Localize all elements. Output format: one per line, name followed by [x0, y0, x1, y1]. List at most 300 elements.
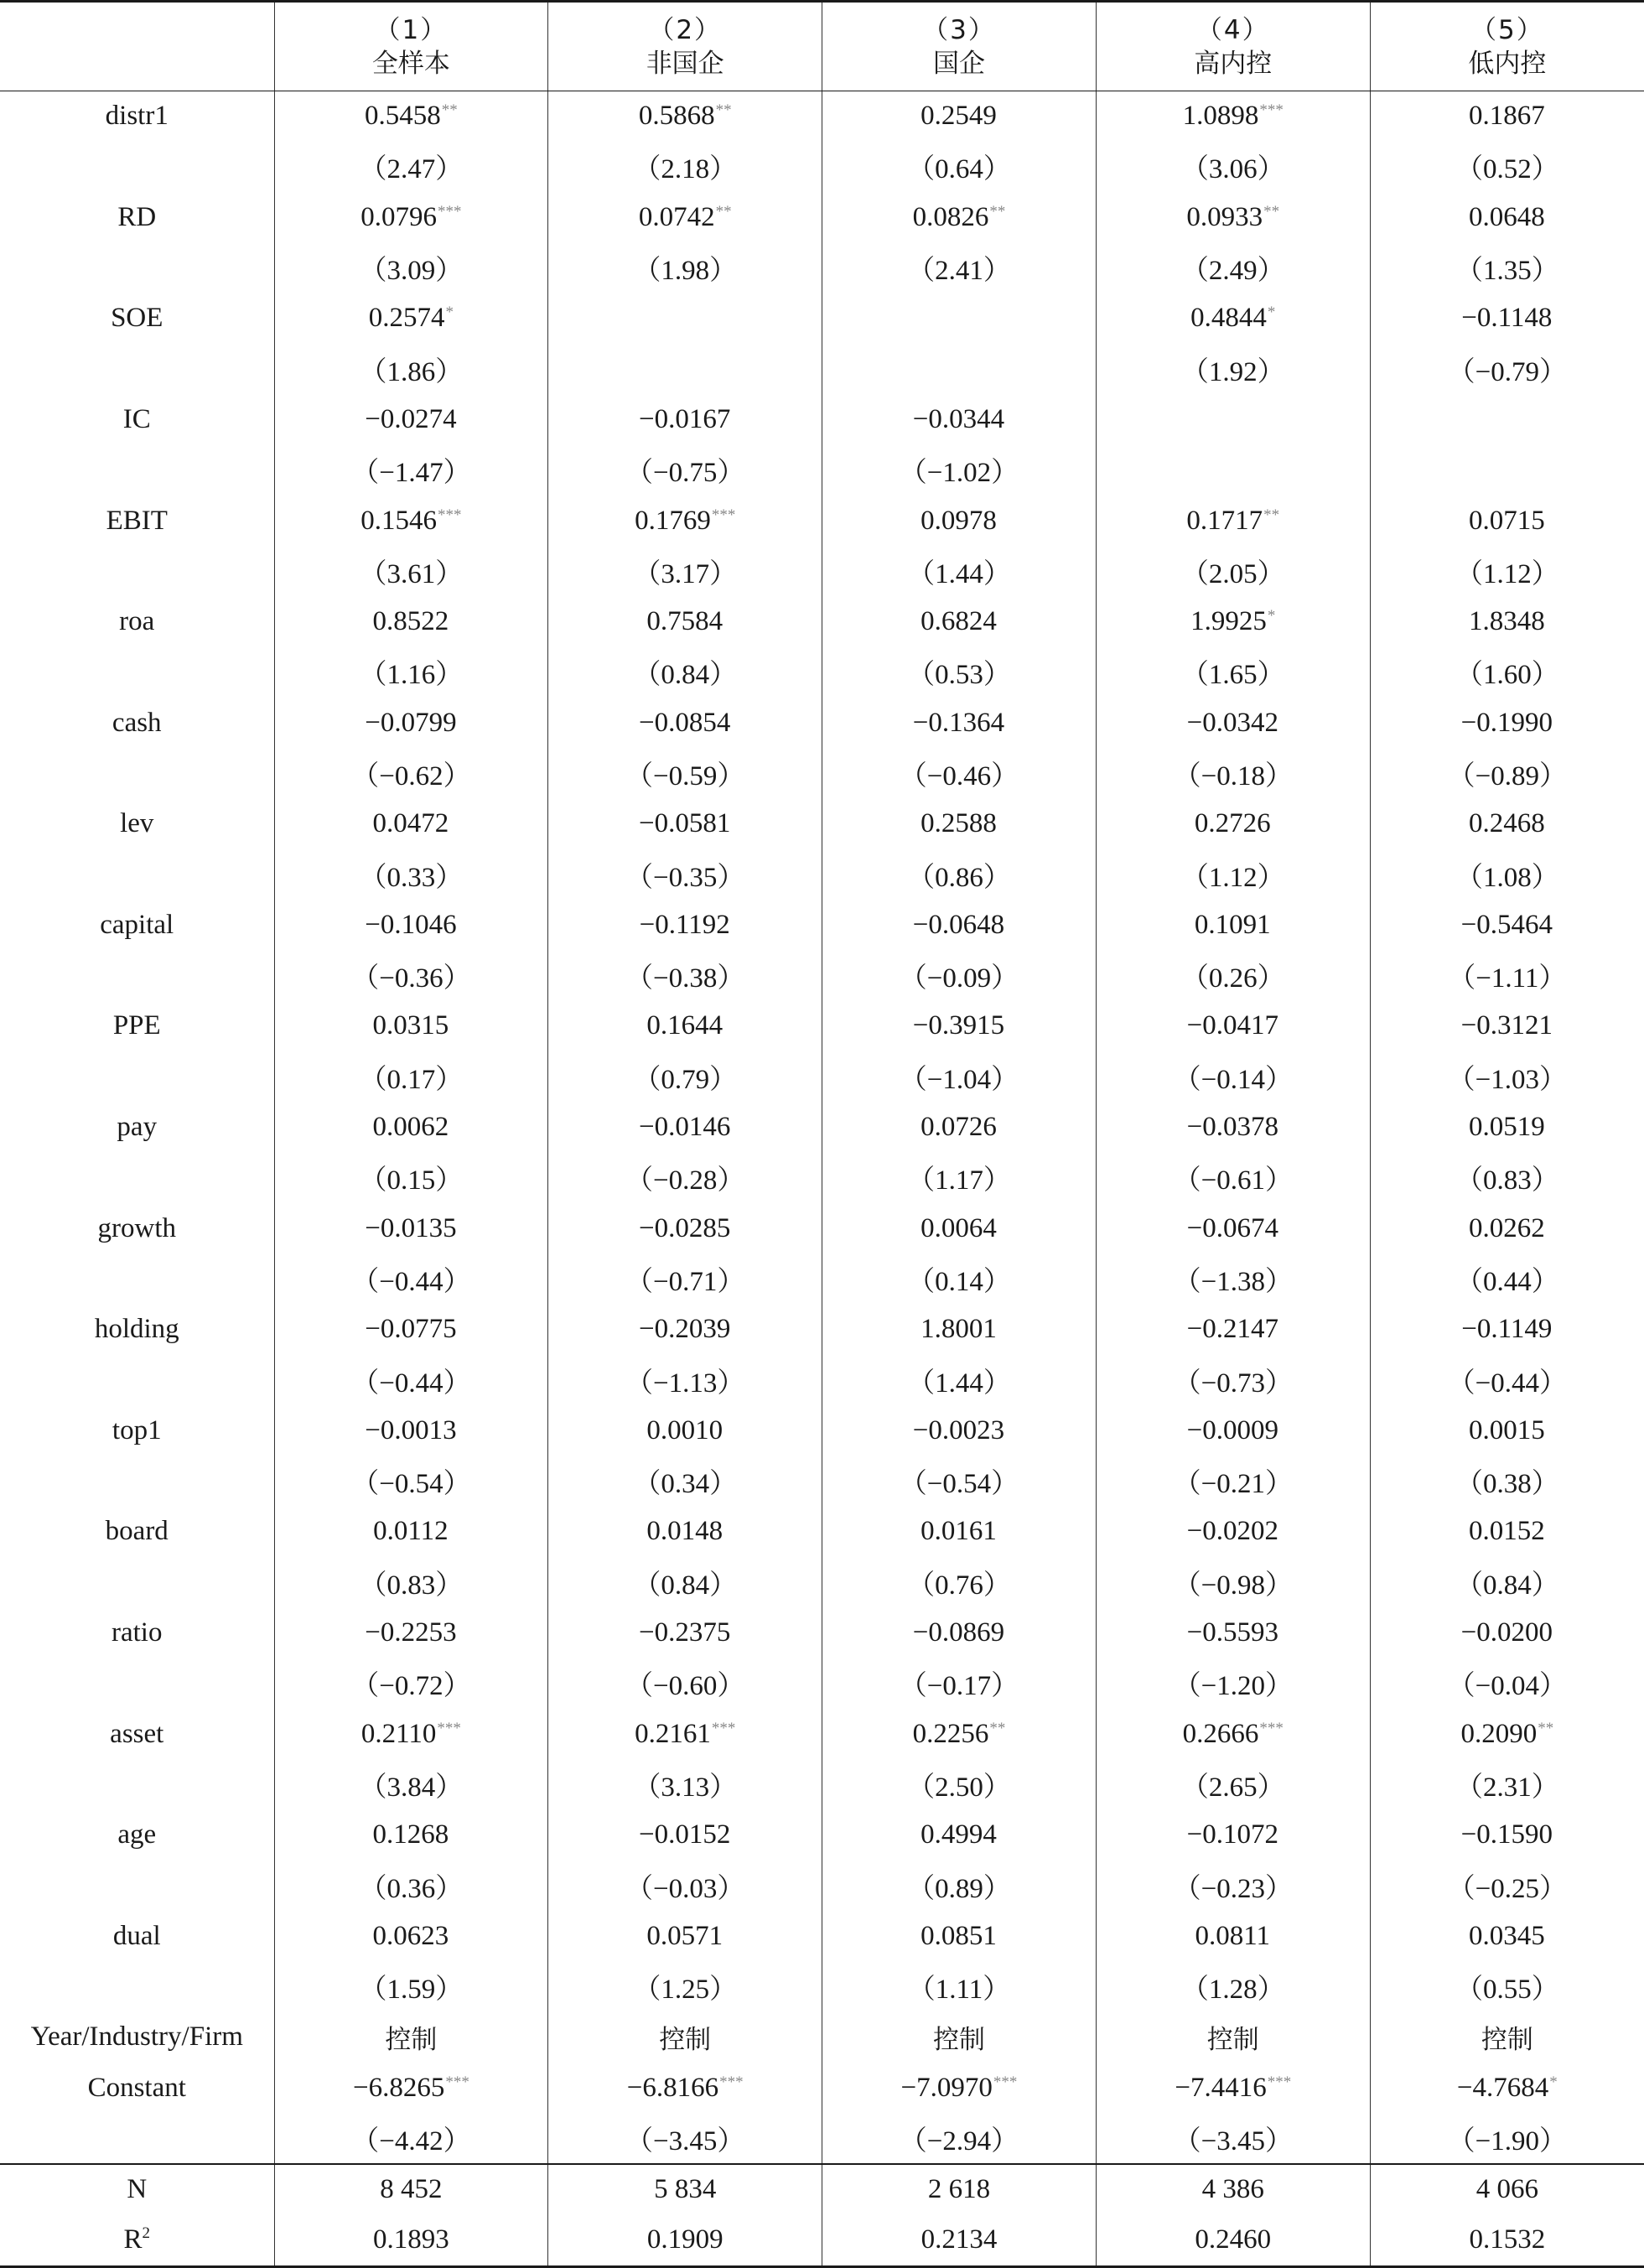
- coefficient-value: −0.1046: [365, 909, 457, 940]
- t-stat-cell: [274, 1759, 548, 1809]
- t-stat-cell: [1096, 546, 1370, 596]
- t-stat-cell: [822, 344, 1097, 394]
- t-stat-value: （1.59）: [359, 1975, 464, 2006]
- coefficient-cell: [1370, 799, 1644, 849]
- table-row: [0, 394, 1644, 444]
- t-stat-value: （1.12）: [1180, 862, 1285, 893]
- t-stat-cell: [548, 1759, 822, 1809]
- coefficient-cell: [548, 192, 822, 242]
- t-stat-cell: [274, 647, 548, 698]
- t-stat-cell: [274, 242, 548, 293]
- column-header: [274, 2, 548, 91]
- significance-stars: ***: [719, 2073, 744, 2091]
- t-stat-cell: [822, 647, 1097, 698]
- coefficient-cell: [822, 91, 1097, 142]
- coefficient-value: 0.0010: [646, 1414, 723, 1445]
- t-stat-cell: [1096, 142, 1370, 192]
- coefficient-cell: [548, 1607, 822, 1658]
- t-stat-cell: [548, 546, 822, 596]
- variable-name: holding: [94, 1314, 179, 1345]
- coefficient-cell: [548, 799, 822, 849]
- empty-label-cell: [0, 242, 274, 293]
- t-stat-value: （0.84）: [1455, 1570, 1559, 1601]
- significance-stars: *: [1549, 2073, 1558, 2091]
- t-stat-cell: [1370, 344, 1644, 394]
- table-row: [0, 1102, 1644, 1152]
- table-row: [0, 1607, 1644, 1658]
- t-stat-cell: [1096, 1253, 1370, 1304]
- r-squared-value: 0.2134: [921, 2224, 998, 2255]
- t-stat-cell: [548, 1253, 822, 1304]
- coefficient-cell: [1096, 496, 1370, 546]
- coefficient-value: 0.0811: [1195, 1920, 1271, 1951]
- coefficient-cell: [1096, 2063, 1370, 2113]
- t-stat-value: （−4.42）: [351, 2125, 471, 2156]
- t-stat-cell: [822, 1051, 1097, 1102]
- t-stat-value: （0.15）: [359, 1165, 464, 1196]
- empty-label-cell: [0, 445, 274, 496]
- t-stat-value: （−0.03）: [625, 1873, 745, 1904]
- coefficient-value: 0.1769: [635, 505, 711, 536]
- coefficient-value: 0.1867: [1468, 101, 1545, 132]
- coefficient-value: −0.0342: [1186, 707, 1278, 738]
- coefficient-cell: [1096, 1405, 1370, 1456]
- coefficient-cell: [1370, 900, 1644, 950]
- variable-name: SOE: [111, 303, 163, 334]
- coefficient-value: 0.5868: [638, 101, 715, 132]
- coefficient-cell: [1096, 1911, 1370, 1961]
- significance-stars: ***: [1259, 101, 1284, 120]
- t-stat-value: （−0.44）: [1447, 1368, 1568, 1399]
- column-number: （4）: [1195, 14, 1270, 45]
- t-stat-value: （−1.02）: [899, 458, 1019, 489]
- coefficient-cell: [548, 1001, 822, 1051]
- t-stat-cell: [274, 2113, 548, 2163]
- significance-stars: **: [1538, 1719, 1554, 1737]
- t-stat-value: （0.17）: [359, 1064, 464, 1095]
- t-stat-value: （1.25）: [633, 1975, 738, 2006]
- significance-stars: ***: [993, 2073, 1018, 2091]
- controls-cell: [274, 2012, 548, 2063]
- coefficient-value: 0.2256: [912, 1718, 989, 1749]
- table-row: [0, 1557, 1644, 1607]
- significance-stars: *: [1267, 607, 1276, 625]
- coefficient-value: −4.7684: [1456, 2072, 1549, 2103]
- empty-label-cell: [0, 1961, 274, 2011]
- t-stat-value: （3.13）: [633, 1772, 738, 1803]
- coefficient-value: −0.1192: [639, 909, 730, 940]
- coefficient-value: −6.8166: [626, 2072, 719, 2103]
- t-stat-value: （−0.17）: [899, 1671, 1019, 1702]
- coefficient-cell: [274, 2063, 548, 2113]
- t-stat-cell: [1096, 1759, 1370, 1809]
- column-name: 国企: [932, 48, 985, 79]
- t-stat-cell: [822, 748, 1097, 798]
- coefficient-cell: [1096, 1203, 1370, 1253]
- t-stat-cell: [548, 647, 822, 698]
- coefficient-value: −0.5593: [1186, 1617, 1278, 1648]
- t-stat-value: （0.64）: [907, 154, 1011, 185]
- t-stat-cell: [822, 242, 1097, 293]
- t-stat-cell: [1370, 1456, 1644, 1507]
- variable-name: Constant: [87, 2072, 186, 2103]
- coefficient-cell: [1370, 293, 1644, 344]
- t-stat-cell: [1370, 445, 1644, 496]
- table-row: [0, 1961, 1644, 2011]
- t-stat-value: （0.52）: [1455, 154, 1559, 185]
- t-stat-value: （1.60）: [1455, 660, 1559, 691]
- table-row: [0, 1153, 1644, 1203]
- coefficient-value: 0.0571: [646, 1920, 723, 1951]
- t-stat-cell: [274, 1557, 548, 1607]
- coefficient-value: 0.0062: [372, 1112, 449, 1143]
- controls-value: 控制: [1481, 2025, 1533, 2056]
- table-row: [0, 192, 1644, 242]
- t-stat-cell: [1096, 344, 1370, 394]
- table-row: [0, 900, 1644, 950]
- significance-stars: ***: [1259, 1719, 1284, 1737]
- variable-name: top1: [112, 1414, 162, 1445]
- coefficient-cell: [1096, 1709, 1370, 1759]
- observations-cell: [274, 2164, 548, 2215]
- coefficient-cell: [274, 900, 548, 950]
- empty-label-cell: [0, 2113, 274, 2163]
- coefficient-cell: [548, 1102, 822, 1152]
- coefficient-value: 0.0315: [372, 1010, 449, 1041]
- column-header: [548, 2, 822, 91]
- t-stat-cell: [548, 344, 822, 394]
- coefficient-value: −0.5464: [1460, 909, 1553, 940]
- coefficient-cell: [1370, 496, 1644, 546]
- coefficient-cell: [548, 1405, 822, 1456]
- t-stat-value: （0.53）: [907, 660, 1011, 691]
- coefficient-value: −0.0417: [1186, 1010, 1278, 1041]
- t-stat-cell: [822, 1355, 1097, 1405]
- coefficient-value: 1.9925: [1190, 606, 1267, 637]
- significance-stars: ***: [1267, 2073, 1292, 2091]
- variable-name: pay: [117, 1112, 158, 1143]
- coefficient-cell: [1096, 1607, 1370, 1658]
- controls-value: 控制: [385, 2025, 438, 2056]
- coefficient-cell: [274, 91, 548, 142]
- controls-cell: [822, 2012, 1097, 2063]
- observations-cell: [822, 2164, 1097, 2215]
- variable-name-cell: [0, 293, 274, 344]
- t-stat-cell: [822, 1961, 1097, 2011]
- r-squared-cell: [274, 2215, 548, 2267]
- coefficient-cell: [822, 1911, 1097, 1961]
- t-stat-value: （−0.54）: [899, 1469, 1019, 1500]
- coefficient-value: −0.0274: [365, 403, 457, 434]
- coefficient-value: −0.0285: [639, 1212, 731, 1243]
- coefficient-cell: [1370, 1305, 1644, 1355]
- coefficient-cell: [1096, 1001, 1370, 1051]
- observations-cell: [548, 2164, 822, 2215]
- t-stat-cell: [274, 546, 548, 596]
- t-stat-value: （1.86）: [359, 356, 464, 387]
- significance-stars: **: [1263, 506, 1280, 524]
- empty-label-cell: [0, 951, 274, 1001]
- coefficient-cell: [274, 1507, 548, 1557]
- coefficient-cell: [1370, 1001, 1644, 1051]
- t-stat-value: （−1.04）: [899, 1064, 1019, 1095]
- coefficient-value: 0.0796: [360, 201, 438, 232]
- r-squared-cell: [822, 2215, 1097, 2267]
- t-stat-value: （−0.54）: [351, 1469, 471, 1500]
- t-stat-value: （0.34）: [633, 1469, 738, 1500]
- table-row: [0, 91, 1644, 142]
- t-stat-value: （−0.60）: [625, 1671, 745, 1702]
- coefficient-cell: [548, 1810, 822, 1861]
- t-stat-cell: [1096, 1153, 1370, 1203]
- coefficient-cell: [1370, 1405, 1644, 1456]
- coefficient-cell: [548, 394, 822, 444]
- significance-stars: **: [715, 202, 732, 221]
- t-stat-cell: [1370, 242, 1644, 293]
- coefficient-cell: [1096, 192, 1370, 242]
- significance-stars: **: [715, 101, 732, 120]
- t-stat-cell: [1370, 1961, 1644, 2011]
- t-stat-cell: [1096, 748, 1370, 798]
- t-stat-value: （−0.35）: [625, 862, 745, 893]
- coefficient-value: 0.0345: [1468, 1920, 1545, 1951]
- variable-name-cell: [0, 596, 274, 646]
- t-stat-cell: [548, 748, 822, 798]
- t-stat-cell: [822, 1153, 1097, 1203]
- t-stat-value: （3.09）: [359, 256, 464, 287]
- t-stat-cell: [822, 2113, 1097, 2163]
- empty-label-cell: [0, 546, 274, 596]
- column-number: （2）: [648, 14, 723, 45]
- t-stat-cell: [822, 951, 1097, 1001]
- table-row: [0, 142, 1644, 192]
- variable-name: growth: [97, 1212, 176, 1243]
- t-stat-value: （1.12）: [1455, 558, 1559, 589]
- controls-row: [0, 2012, 1644, 2063]
- t-stat-cell: [1096, 951, 1370, 1001]
- coefficient-value: −7.0970: [900, 2072, 993, 2103]
- coefficient-cell: [548, 698, 822, 748]
- variable-name: distr1: [105, 101, 169, 132]
- coefficient-cell: [548, 900, 822, 950]
- coefficient-cell: [274, 293, 548, 344]
- table-row: [0, 242, 1644, 293]
- significance-stars: ***: [438, 202, 462, 221]
- t-stat-cell: [548, 1861, 822, 1911]
- coefficient-value: 0.5458: [365, 101, 441, 132]
- significance-stars: ***: [711, 1719, 736, 1737]
- t-stat-value: （1.98）: [633, 256, 738, 287]
- r-squared-row: [0, 2215, 1644, 2267]
- t-stat-cell: [1370, 1355, 1644, 1405]
- r-squared-value: 0.1909: [646, 2224, 723, 2255]
- t-stat-cell: [548, 1456, 822, 1507]
- coefficient-cell: [822, 2063, 1097, 2113]
- t-stat-value: （2.47）: [359, 154, 464, 185]
- coefficient-value: 0.0148: [646, 1516, 723, 1547]
- coefficient-value: −0.0648: [912, 909, 1005, 940]
- t-stat-cell: [274, 1861, 548, 1911]
- t-stat-cell: [1370, 1153, 1644, 1203]
- empty-label-cell: [0, 1759, 274, 1809]
- significance-stars: ***: [437, 1719, 461, 1737]
- coefficient-cell: [822, 192, 1097, 242]
- variable-name-cell: [0, 192, 274, 242]
- table-row: [0, 1759, 1644, 1809]
- r-squared-value: 0.1893: [373, 2224, 449, 2255]
- significance-stars: **: [989, 202, 1006, 221]
- t-stat-cell: [274, 445, 548, 496]
- r-squared-value: 0.2460: [1195, 2224, 1272, 2255]
- table-row: [0, 1355, 1644, 1405]
- coefficient-cell: [1370, 91, 1644, 142]
- column-number: （3）: [922, 14, 996, 45]
- t-stat-value: （0.36）: [359, 1873, 464, 1904]
- t-stat-cell: [548, 142, 822, 192]
- table-row: [0, 1001, 1644, 1051]
- variable-name: PPE: [112, 1010, 161, 1041]
- t-stat-value: （1.44）: [907, 558, 1011, 589]
- coefficient-value: −0.1364: [912, 707, 1005, 738]
- coefficient-value: 0.0742: [638, 201, 715, 232]
- t-stat-value: （−1.13）: [625, 1368, 745, 1399]
- table-row: [0, 647, 1644, 698]
- coefficient-cell: [1370, 1911, 1644, 1961]
- empty-label-cell: [0, 1153, 274, 1203]
- variable-name-cell: [0, 1607, 274, 1658]
- significance-stars: *: [1267, 304, 1276, 322]
- empty-label-cell: [0, 1355, 274, 1405]
- coefficient-cell: [822, 293, 1097, 344]
- t-stat-value: （−0.44）: [351, 1368, 471, 1399]
- t-stat-value: （1.16）: [359, 660, 464, 691]
- coefficient-value: −0.2375: [639, 1617, 731, 1648]
- table-row: [0, 596, 1644, 646]
- t-stat-cell: [274, 951, 548, 1001]
- table-row: [0, 445, 1644, 496]
- t-stat-cell: [1370, 1759, 1644, 1809]
- coefficient-value: −0.2039: [639, 1314, 731, 1345]
- t-stat-value: （1.44）: [907, 1368, 1011, 1399]
- t-stat-value: （1.17）: [907, 1165, 1011, 1196]
- r-squared-cell: [1096, 2215, 1370, 2267]
- t-stat-cell: [274, 1253, 548, 1304]
- t-stat-value: （1.28）: [1180, 1975, 1285, 2006]
- t-stat-value: （2.31）: [1455, 1772, 1559, 1803]
- coefficient-value: 0.0933: [1186, 201, 1263, 232]
- t-stat-value: （2.50）: [907, 1772, 1011, 1803]
- t-stat-value: （−0.73）: [1173, 1368, 1293, 1399]
- variable-name: age: [117, 1819, 157, 1850]
- table-row: [0, 1658, 1644, 1709]
- coefficient-value: −0.0799: [365, 707, 457, 738]
- t-stat-cell: [1370, 1253, 1644, 1304]
- t-stat-value: （2.65）: [1180, 1772, 1285, 1803]
- coefficient-cell: [548, 2063, 822, 2113]
- coefficient-cell: [1096, 1810, 1370, 1861]
- table-row: [0, 1861, 1644, 1911]
- coefficient-value: −0.0200: [1460, 1617, 1553, 1648]
- t-stat-cell: [1370, 1658, 1644, 1709]
- coefficient-cell: [822, 1305, 1097, 1355]
- variable-name-cell: [0, 799, 274, 849]
- coefficient-cell: [822, 1001, 1097, 1051]
- coefficient-cell: [548, 1709, 822, 1759]
- t-stat-value: （3.84）: [359, 1772, 464, 1803]
- table-row: [0, 344, 1644, 394]
- variable-name: lev: [120, 808, 154, 839]
- controls-cell: [1370, 2012, 1644, 2063]
- table-row: [0, 698, 1644, 748]
- empty-label-cell: [0, 1557, 274, 1607]
- r-squared-label: R: [123, 2224, 143, 2255]
- header-row: [0, 2, 1644, 91]
- t-stat-value: （−1.90）: [1447, 2125, 1568, 2156]
- coefficient-value: 0.1717: [1186, 505, 1263, 536]
- significance-stars: ***: [445, 2073, 469, 2091]
- coefficient-cell: [274, 1709, 548, 1759]
- t-stat-cell: [1370, 849, 1644, 900]
- t-stat-cell: [274, 1051, 548, 1102]
- table-row: [0, 799, 1644, 849]
- t-stat-cell: [822, 546, 1097, 596]
- column-name: 非国企: [646, 48, 724, 79]
- table-row: [0, 1456, 1644, 1507]
- variable-name-cell: [0, 698, 274, 748]
- coefficient-cell: [1370, 2063, 1644, 2113]
- t-stat-value: （0.89）: [907, 1873, 1011, 1904]
- column-number: （1）: [374, 14, 449, 45]
- t-stat-value: （0.76）: [907, 1570, 1011, 1601]
- t-stat-cell: [274, 748, 548, 798]
- t-stat-value: （−0.25）: [1447, 1873, 1568, 1904]
- column-header: [822, 2, 1097, 91]
- coefficient-cell: [1370, 1810, 1644, 1861]
- t-stat-value: （−1.38）: [1173, 1266, 1293, 1297]
- coefficient-value: 0.7584: [646, 606, 723, 637]
- coefficient-cell: [822, 596, 1097, 646]
- coefficient-cell: [548, 91, 822, 142]
- coefficient-cell: [548, 1203, 822, 1253]
- coefficient-value: 0.0112: [373, 1516, 449, 1547]
- t-stat-value: （−0.98）: [1173, 1570, 1293, 1601]
- coefficient-value: −0.0581: [639, 808, 731, 839]
- t-stat-cell: [548, 849, 822, 900]
- coefficient-value: 0.2588: [921, 808, 997, 839]
- variable-name: ratio: [112, 1617, 163, 1648]
- t-stat-value: （0.83）: [359, 1570, 464, 1601]
- coefficient-value: 0.2161: [635, 1718, 711, 1749]
- coefficient-cell: [1096, 596, 1370, 646]
- coefficient-cell: [1096, 799, 1370, 849]
- coefficient-cell: [1370, 1102, 1644, 1152]
- coefficient-value: −0.0013: [365, 1414, 457, 1445]
- t-stat-cell: [822, 1658, 1097, 1709]
- t-stat-value: （2.18）: [633, 154, 738, 185]
- t-stat-value: （−0.79）: [1447, 356, 1568, 387]
- coefficient-value: −0.0135: [365, 1212, 457, 1243]
- t-stat-cell: [1370, 2113, 1644, 2163]
- variable-name-cell: [0, 2215, 274, 2267]
- coefficient-value: 0.0152: [1468, 1516, 1545, 1547]
- coefficient-cell: [1370, 192, 1644, 242]
- coefficient-cell: [1096, 1507, 1370, 1557]
- r-squared-superscript: 2: [142, 2224, 150, 2243]
- table-row: [0, 1405, 1644, 1456]
- table-row: [0, 951, 1644, 1001]
- t-stat-cell: [822, 1861, 1097, 1911]
- table-body: [0, 91, 1644, 2267]
